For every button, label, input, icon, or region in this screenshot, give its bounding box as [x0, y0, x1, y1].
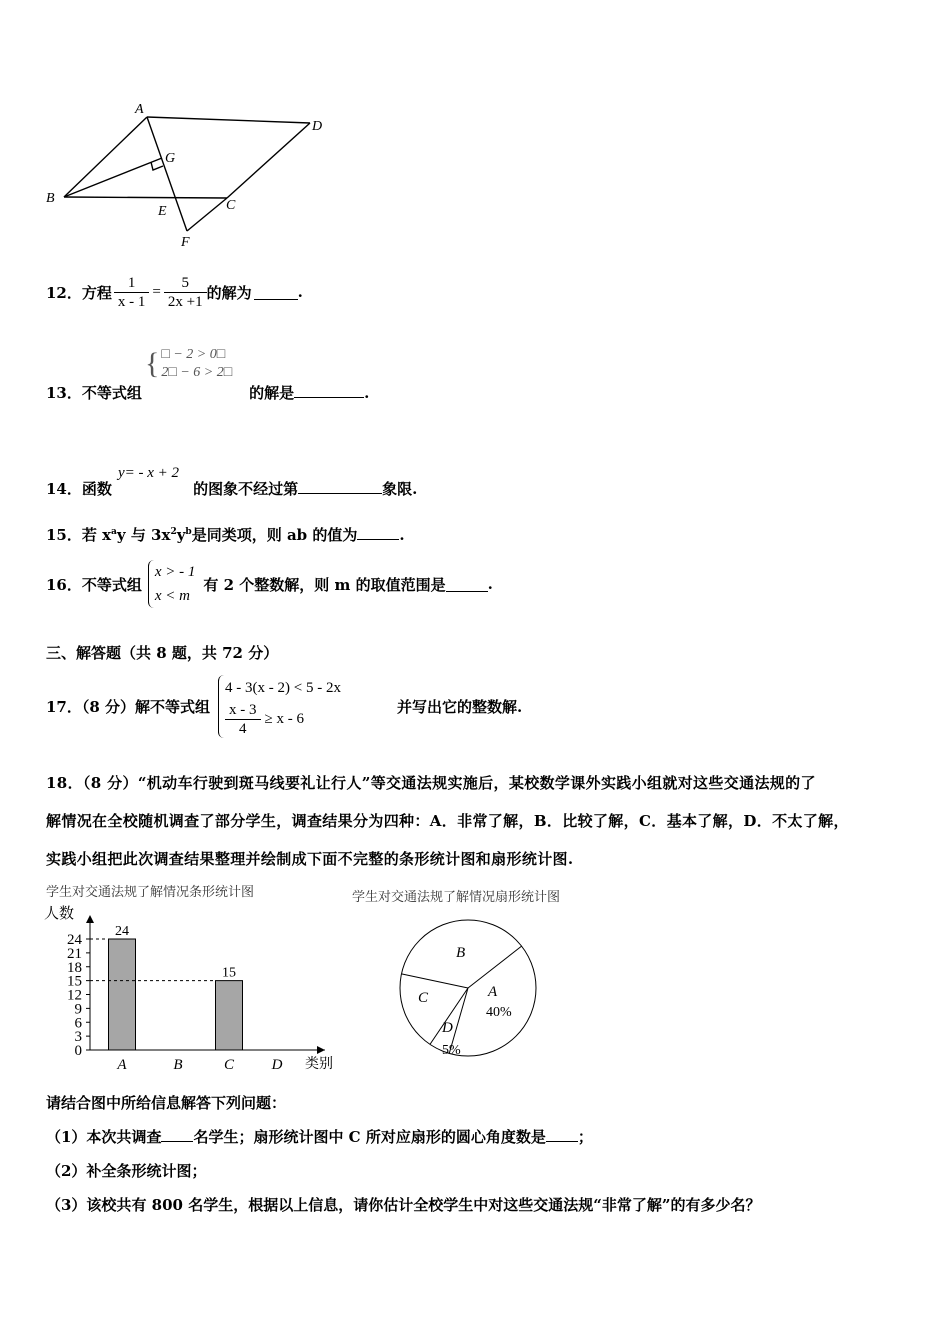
label-b: B: [46, 191, 55, 206]
pie-label-a: A: [488, 984, 498, 1000]
q13-number: 13．: [46, 384, 82, 402]
data-label-c: 15: [222, 965, 236, 981]
q16-end: .: [487, 575, 493, 593]
segment-cf: [187, 198, 227, 231]
q17-frac-numerator: x - 3: [225, 701, 261, 720]
x-tick-label: C: [223, 1057, 235, 1073]
label-a: A: [135, 102, 144, 117]
q18-sub1-a: （1）本次共调查: [46, 1128, 162, 1146]
y-tick-label: 18: [67, 959, 82, 976]
bar-c: [216, 981, 243, 1050]
q14-formula: y= - x + 2: [118, 465, 180, 481]
y-tick-label: 6: [74, 1015, 82, 1032]
q12-end: .: [297, 283, 303, 301]
x-axis-arrow: [317, 1046, 325, 1054]
q13-prefix: 不等式组: [81, 384, 142, 402]
q14-end: 象限.: [382, 480, 418, 498]
q17-line1: 4 - 3(x - 2) < 5 - 2x: [225, 679, 341, 696]
q18-intro: [46, 764, 908, 878]
q18-sub3: （3）该校共有 800 名学生，根据以上信息，请你估计全校学生中对这些交通法规“非常了解”的有多少名？: [46, 1196, 761, 1214]
segment-ab: [64, 117, 147, 197]
q17-number: 17．（8 分）解不等式组: [46, 697, 211, 716]
segment-dc: [227, 123, 310, 198]
y-tick-label: 3: [74, 1029, 82, 1046]
pie-chart: [390, 910, 550, 1070]
q15-end: .: [399, 526, 405, 544]
q12-lhs-numerator: 1: [114, 274, 150, 293]
q18-intro-line1: 18．（8 分）“机动车行驶到斑马线要礼让行人”等交通法规实施后，某校数学课外实践小组就对这些交通法规的了: [46, 774, 816, 792]
q16-answer-blank[interactable]: [446, 577, 488, 592]
q18-sub1-end: ；: [577, 1128, 593, 1146]
q16-number: 16．: [46, 575, 82, 594]
q12-suffix: 的解为: [206, 283, 252, 302]
section-3-title: 三、解答题（共 8 题，共 72 分）: [46, 644, 279, 662]
q16-suffix: 有 2 个整数解，则 m 的取值范围是: [203, 575, 446, 594]
pie-label-b: B: [456, 945, 466, 961]
q12-rhs-denominator: 2x +1: [167, 293, 203, 310]
parallelogram-figure: [40, 95, 340, 255]
q15-mid2: y: [176, 526, 186, 544]
segment-af: [147, 117, 187, 231]
y-tick-label: 0: [74, 1043, 82, 1059]
segment-bg: [64, 158, 162, 197]
y-tick-label: 21: [67, 945, 82, 962]
q17-frac-denominator: 4: [239, 720, 247, 737]
q17-line2: [225, 701, 341, 738]
q15-pre: 15．若 x: [46, 526, 112, 544]
question-14: [46, 478, 417, 499]
pie-label-c: C: [418, 990, 429, 1006]
q18-prompt: 请结合图中所给信息解答下列问题：: [46, 1094, 287, 1112]
y-tick-label: 15: [67, 973, 82, 990]
q15-mid1: y 与 3x: [116, 526, 171, 544]
y-tick-label: 9: [74, 1001, 82, 1018]
q17-line2-rest: ≥ x - 6: [264, 710, 305, 727]
x-tick-label: B: [173, 1057, 183, 1073]
q12-lhs-denominator: x - 1: [117, 293, 146, 310]
label-d: D: [312, 119, 323, 134]
q13-suffix: 的解是: [249, 384, 295, 402]
bar-chart: [40, 902, 350, 1077]
x-axis-label: 类别: [305, 1057, 333, 1072]
bar-a: [109, 939, 136, 1050]
pie-label-d: D: [442, 1020, 453, 1036]
label-g: G: [165, 151, 176, 166]
segment-ad: [147, 117, 310, 123]
question-17: [46, 667, 522, 745]
q15-sup-b: b: [185, 527, 192, 537]
pie-boundary-1: [468, 946, 522, 988]
q12-rhs-fraction: [164, 274, 207, 311]
pie-percent-d: 5%: [442, 1043, 461, 1058]
y-axis-arrow: [86, 915, 94, 923]
q18-sub2: （2）补全条形统计图；: [46, 1162, 207, 1180]
q16-line2: x < m: [154, 588, 191, 604]
data-label-a: 24: [115, 924, 129, 939]
y-axis-label: 人数: [44, 906, 75, 922]
q18-sub1-b: 名学生；扇形统计图中 C 所对应扇形的圆心角度数是: [193, 1128, 546, 1146]
y-tick-label: 24: [67, 932, 82, 948]
x-tick-label: D: [271, 1057, 283, 1073]
segment-bc: [64, 197, 227, 198]
q15-sup-a: a: [111, 527, 117, 537]
q13-end: .: [364, 384, 370, 402]
q18-intro-line2: 解情况在全校随机调查了部分学生，调查结果分为四种：A．非常了解，B．比较了解，C．基本了解，D．不太了解，: [46, 812, 849, 830]
q16-prefix: 不等式组: [81, 575, 142, 594]
y-tick-label: 12: [67, 987, 82, 1004]
q17-system: [218, 675, 341, 738]
label-e: E: [158, 204, 167, 219]
q18-sub1-blank2[interactable]: [546, 1127, 578, 1142]
pie-chart-title: 学生对交通法规了解情况扇形统计图: [352, 890, 561, 905]
q15-sup-2: 2: [170, 527, 177, 537]
q18-intro-line3: 实践小组把此次调查结果整理并绘制成下面不完整的条形统计图和扇形统计图.: [46, 850, 574, 868]
q14-suffix: 的图象不经过第: [193, 480, 299, 498]
label-c: C: [226, 198, 236, 213]
q12-prefix: 方程: [81, 283, 112, 302]
right-angle-mark: [151, 162, 163, 170]
label-f: F: [181, 235, 190, 250]
q14-prefix: 函数: [81, 480, 112, 498]
q16-system: [148, 560, 196, 608]
bar-chart-title: 学生对交通法规了解情况条形统计图: [46, 885, 255, 900]
question-15: [46, 524, 405, 545]
q14-answer-blank[interactable]: [298, 479, 382, 494]
q12-answer-blank[interactable]: [254, 285, 298, 300]
q18-sub1: [46, 1126, 593, 1147]
q13-answer-blank[interactable]: [294, 383, 364, 398]
question-12: [46, 262, 303, 322]
q15-post: 是同类项，则 ab 的值为: [191, 526, 358, 544]
pie-percent-a: 40%: [486, 1005, 512, 1020]
q13-line1: □ − 2 > 0□: [161, 347, 226, 362]
q13-line2: 2□ − 6 > 2□: [161, 365, 233, 380]
q17-suffix: 并写出它的整数解.: [396, 697, 523, 716]
q15-answer-blank[interactable]: [357, 525, 399, 540]
q13-brace: {: [145, 347, 160, 380]
pie-boundary-4: [401, 974, 468, 988]
question-13: [46, 382, 369, 403]
q13-system: [145, 346, 232, 382]
x-tick-label: A: [117, 1057, 127, 1073]
q12-equals: =: [152, 283, 161, 300]
q16-line1: x > - 1: [154, 564, 196, 580]
q12-rhs-numerator: 5: [164, 274, 207, 293]
q14-number: 14．: [46, 480, 82, 498]
q18-sub1-blank1[interactable]: [161, 1127, 193, 1142]
question-16: [46, 558, 493, 610]
q12-lhs-fraction: [114, 274, 150, 311]
q12-number: 12．: [46, 283, 82, 302]
